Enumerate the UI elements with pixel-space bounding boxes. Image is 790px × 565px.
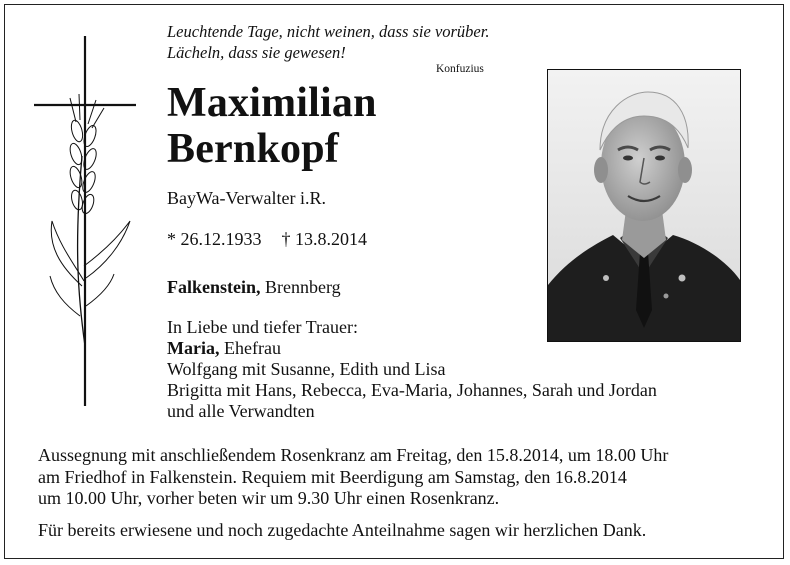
- mourners-line-4: und alle Verwandten: [167, 401, 315, 421]
- quote-line-1: Leuchtende Tage, nicht weinen, dass sie vorüber.: [167, 22, 490, 41]
- mourners-line-2: Wolfgang mit Susanne, Edith und Lisa: [167, 359, 446, 379]
- hometown-bold: Falkenstein,: [167, 277, 261, 297]
- last-name: Bernkopf: [167, 126, 339, 172]
- thanks-text: Für bereits erwiesene und noch zugedachte Anteilnahme sagen wir herzlichen Dank.: [38, 520, 647, 540]
- ceremony-line-1: Aussegnung mit anschließendem Rosenkranz am Freitag, den 15.8.2014, um 18.00 Uhr: [38, 445, 669, 465]
- ceremony-line-3: um 10.00 Uhr, vorher beten wir um 9.30 Uhr einen Rosenkranz.: [38, 488, 500, 508]
- hometown: [167, 277, 341, 298]
- deceased-name: [167, 80, 377, 172]
- quote-text: [167, 21, 489, 63]
- spouse-name: Maria,: [167, 338, 220, 358]
- hometown-rest: Brennberg: [265, 277, 341, 297]
- mourners-line-3: Brigitta mit Hans, Rebecca, Eva-Maria, Johannes, Sarah und Jordan: [167, 380, 657, 400]
- quote-author: Konfuzius: [436, 63, 484, 75]
- mourners-intro: In Liebe und tiefer Trauer:: [167, 317, 358, 337]
- death-date: † 13.8.2014: [281, 229, 367, 249]
- ceremony-line-2: am Friedhof in Falkenstein. Requiem mit Beerdigung am Samstag, den 16.8.2014: [38, 466, 627, 487]
- cross-with-wheat-icon: [30, 36, 140, 406]
- birth-date: * 26.12.1933: [167, 229, 262, 249]
- ceremony-details: [38, 445, 668, 510]
- spouse-role: Ehefrau: [223, 338, 281, 358]
- first-name: Maximilian: [167, 80, 377, 126]
- deceased-title: BayWa-Verwalter i.R.: [167, 188, 326, 208]
- portrait-image: [548, 70, 740, 341]
- quote-line-2: Lächeln, dass sie gewesen!: [167, 43, 346, 62]
- life-dates: [167, 229, 367, 250]
- portrait-photo: [547, 69, 741, 342]
